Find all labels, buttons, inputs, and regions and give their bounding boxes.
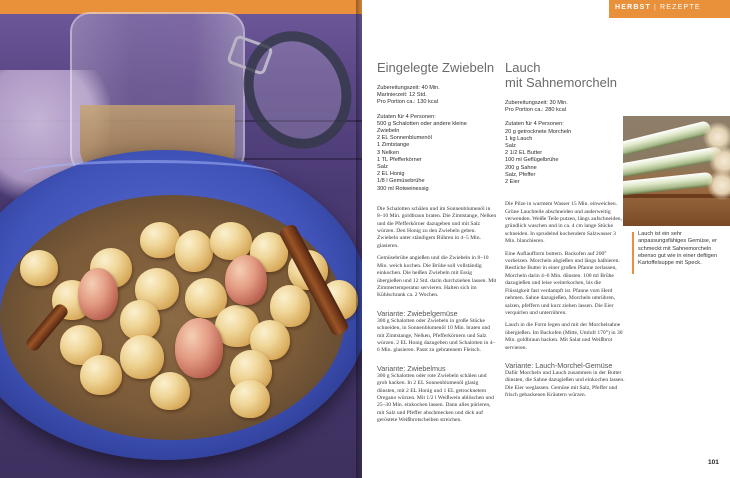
recipe-meta [377, 85, 497, 107]
ingredient-item: 2 Eier [505, 179, 520, 186]
calories: Pro Portion ca.: 130 kcal [377, 99, 438, 106]
ingredient-list [377, 121, 497, 193]
leek-photo [623, 116, 730, 226]
variant-title: Variante: Lauch-Morchel-Gemüse [505, 360, 613, 370]
recipe-title-line: mit Sahnemorcheln [505, 75, 617, 90]
method-paragraph: Die Schalotten schälen und im Sonnenblumenöl in 8–10 Min. goldbraun braten. Die Zimtstange, Nelken und die Pfefferkörner dazugeben und mit Salz würzen. Den Honig zu den Zwiebeln geben. Zwiebeln unter ständigem Rühren in 4–5 Min. glasieren. [377, 205, 497, 249]
ingredient-item: 1 Zimtstange [377, 142, 410, 149]
recipe-meta [505, 100, 625, 114]
recipe-title: Eingelegte Zwiebeln [377, 60, 495, 75]
bowl-rim-highlight [20, 160, 280, 190]
marinate-time: Marinierzeit: 12 Std. [377, 92, 427, 99]
shallot [150, 372, 190, 410]
ingredient-item: Salz [505, 143, 516, 150]
method-paragraph: Lauch in die Form legen und mit der Morchelsahne übergießen. Im Backofen (Mitte, Umluft 170°) in 30 Min. goldbraun backen. Mit Salat und Weißbrot servieren. [505, 322, 623, 351]
page-number: 101 [708, 459, 719, 466]
section-subtitle: REZEPTE [660, 4, 701, 11]
food-photo-pickled-onions [0, 0, 362, 478]
leek-stalk [623, 172, 713, 196]
section-title: HERBST [615, 4, 651, 11]
variant-text: Dafür Morcheln und Lauch zusammen in der Butter dünsten, die Sahne dazugießen und einkochen lassen. Die Eier weglassen. Gemüse mit Salz, Pfeffer und frisch gebackenen Kräutern würzen. [505, 369, 625, 399]
ingredient-item: 200 g Sahne [505, 164, 537, 171]
ingredient-item: 1/8 l Gemüsebrühe [377, 178, 425, 185]
ingredient-item: 3 Nelken [377, 149, 400, 156]
variant-title: Variante: Zwiebelmus [377, 363, 446, 373]
shallot [120, 335, 164, 379]
ingredient-item: 2 1/2 EL Butter [505, 150, 543, 157]
red-shallot [175, 318, 223, 378]
variant-text: 300 g Schalotten oder Zwiebeln in große Stücke schneiden, in Sonnenblumenöl 10 Min. braten und mit Zimtstange, Nelken, Pfefferkörnern und Salz würzen. 2 EL Honig dazugeben und Schalotten in 4–6 Min. glasieren. Passt zu gebratenem Fleisch. [377, 317, 496, 354]
ingredient-item: Salz, Pfeffer [505, 171, 536, 178]
ingredients-heading: Zutaten für 4 Personen: [377, 113, 436, 120]
section-header [615, 4, 701, 11]
ingredient-item: Zwiebeln [377, 128, 400, 135]
prep-time: Zubereitungszeit: 40 Min. [377, 85, 440, 91]
ingredient-item: 20 g getrocknete Morcheln [505, 128, 572, 135]
recipe-page [362, 0, 730, 478]
ingredient-item: 100 ml Geflügelbrühe [505, 157, 559, 164]
shallot [175, 230, 213, 272]
method-paragraph: Die Pilze in warmem Wasser 15 Min. einweichen. Grüne Lauchteile abschneiden und anderweitig verwenden. Weiße Teile putzen, längs aufschneiden, gründlich waschen und in ca. 4 cm lange Stücke schneiden. In sprudelnd kochendem Salzwasser 3 Min. blanchieren. [505, 201, 622, 245]
ingredient-item: Salz [377, 164, 388, 171]
variant-title: Variante: Zwiebelgemüse [377, 308, 458, 318]
photo-caption: Lauch ist ein sehr anpassungsfähiges Gemüse, er schmeckt mit Sahnemorcheln ebenso gut wie in einer deftigen Kartoffelsuppe mit Speck. [638, 231, 717, 267]
ingredient-item: 1 kg Lauch [505, 135, 533, 142]
red-shallot [225, 255, 267, 305]
header-separator: | [653, 4, 658, 11]
method-paragraph: Gemüsebrühe angießen und die Zwiebeln in 8–10 Min. weich kochen. Die Brühe soll vollständig einkochen. Die heißen Zwiebeln mit Essig übergießen und 12 Std. darin durchziehen lassen. Mit Zimmertemperatur servieren. Halten sich im Kühlschrank ca. 2 Wochen. [377, 255, 497, 299]
shallot [80, 355, 122, 395]
leek-roots [707, 170, 730, 200]
red-shallot [78, 268, 118, 320]
recipe-title [505, 60, 625, 90]
recipe-column-onions [377, 60, 497, 425]
shallot [120, 300, 160, 340]
ingredient-item: 300 ml Rotweinessig [377, 185, 429, 192]
recipe-title-line: Lauch [505, 60, 541, 75]
ingredient-item: 2 EL Sonnenblumenöl [377, 135, 432, 142]
ingredient-item: 1 TL Pfefferkörner [377, 156, 422, 163]
ingredient-list [505, 129, 625, 187]
shallot [230, 380, 270, 418]
method-paragraph: Eine Auflaufform buttern. Backofen auf 200° vorheizen. Morcheln abgießen und längs halbieren. Restliche Butter in einer großen Pfanne zerlassen, Morcheln darin 4–6 Min. dünsten. 100 ml Brühe dazugießen und leise weiterkochen, bis die Flüssigkeit fast verdampft ist. Pfanne vom Herd nehmen. Sahne dazugießen, Morcheln umrühren, salzen, pfeffern und kurz ziehen lassen. Die Eier verquirlen und unterrühren. [505, 250, 620, 316]
shallot [20, 250, 58, 286]
shallot [140, 222, 180, 258]
recipe-column-leek [505, 60, 625, 400]
ingredient-item: 500 g Schalotten oder andere kleine [377, 120, 467, 127]
ingredient-item: 2 EL Honig [377, 171, 405, 178]
calories: Pro Portion ca.: 280 kcal [505, 107, 566, 114]
prep-time: Zubereitungszeit: 30 Min. [505, 100, 568, 106]
ingredients-heading: Zutaten für 4 Personen: [505, 121, 564, 128]
caption-accent-bar [632, 232, 634, 274]
variant-text: 300 g Schalotten oder rote Zwiebeln schälen und grob hacken. In 2 EL Sonnenblumenöl glasig dünsten, mit 2 EL Honig und 1 EL getrocknetem Oregano würzen. Mit 1/2 l Weißwein ablöschen und 25–30 Min. einkochen lassen. Dann alles pürieren, mit Salz und Pfeffer abschmecken und dick auf geröstete Weißbrotscheiben streichen. [377, 372, 494, 424]
